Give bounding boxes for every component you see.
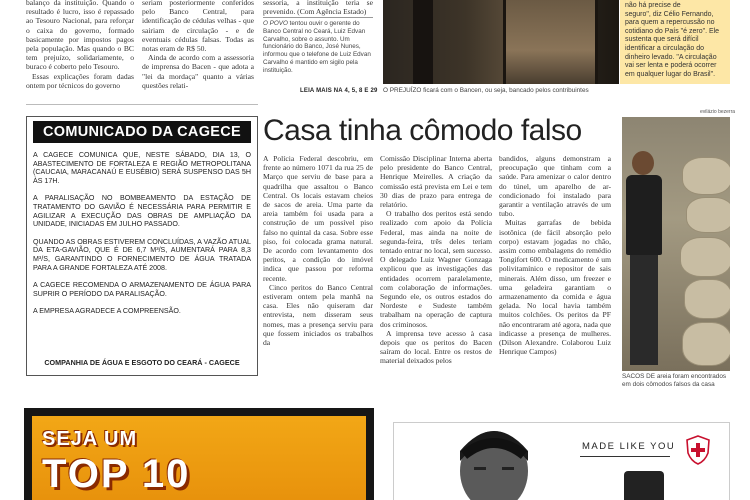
- man-body: [626, 175, 662, 255]
- photo-pillar: [413, 0, 433, 84]
- sandbag: [682, 157, 730, 195]
- ad-line-1: SEJA UM: [42, 428, 138, 450]
- bank-vault-photo: [383, 0, 619, 84]
- paragraph: Ainda de acordo com a assessoria de imprensa do Bacen - que adota a "lei da mordaça" quanto a várias questões relati-: [142, 53, 254, 90]
- slogan-underline: [580, 456, 670, 457]
- notice-paragraph: A EMPRESA AGRADECE A COMPREENSÃO.: [33, 307, 181, 316]
- article-column-2: [380, 154, 492, 366]
- sandbag: [684, 279, 730, 319]
- quote-box: [620, 0, 730, 84]
- top-column-1: [26, 0, 134, 90]
- paragraph: balanço da instituição. Quando o resultado é lucro, isso é repassado ao Tesouro Nacional, para reforçar o caixa do governo, formado basicamente por impostos pagos pela população. Mas quando o BC tem prejuízo, solidariamente, o buraco é coberto pelo Tesouro.: [26, 0, 134, 72]
- top10-advertisement[interactable]: [24, 408, 374, 500]
- article-column-3: [499, 154, 611, 356]
- cagece-notice: [26, 116, 258, 376]
- sandbags-photo: [622, 117, 730, 371]
- paragraph: seriam posteriormente conferidos pelo Banco Central, para identificação de cédulas velhas - que sairiam de circulação - e de eventuais cédulas falsas. Todas as notas eram de R$ 50.: [142, 0, 254, 54]
- cagece-title: COMUNICADO DA CAGECE: [33, 121, 251, 143]
- sandbag: [682, 322, 730, 366]
- notice-paragraph: A CAGECE COMUNICA QUE, NESTE SÁBADO, DIA 13, O ABASTECIMENTO DE FORTALEZA E REGIÃO METROPOLITANA (CAUCAIA, MARACANAÚ E EUSÉBIO) SERÁ SUSPENSO DAS 5H ÀS 17H.: [33, 151, 251, 185]
- notice-paragraph: QUANDO AS OBRAS ESTIVEREM CONCLUÍDAS, A VAZÃO ATUAL DA ETA-GAVIÃO, QUE É DE 6,7 M³/S, AUMENTARÁ PARA 8,3 M³/S, GARANTINDO O FORNECIMENTO DE ÁGUA TRATADA PARA A GRANDE FORTALEZA ATÉ 2008.: [33, 237, 251, 272]
- article-column-1: [263, 154, 373, 347]
- paragraph: O trabalho dos peritos está sendo realizado com apoio da Polícia Federal, mas ainda na noite de segunda-feira, três deles teriam tentado entrar no local, sem sucesso. O delegado Luiz Wagner Gonzaga explicou que as investigações das entidades ocorrem paralelamente, com colaboração de informações. Segundo ele, os outros estados do Nordeste e Sudeste também trabalham na operação de captura dos criminosos.: [380, 209, 492, 329]
- model-face-illustration: [434, 431, 554, 500]
- paragraph: bandidos, alguns demonstram a preocupação que tinham com a saúde. Para amenizar o calor dentro do túnel, um aparelho de ar-condicionado foi instalado para garantir a ventilação através de um tubo.: [499, 154, 611, 219]
- notice-paragraph: A CAGECE RECOMENDA O ARMAZENAMENTO DE ÁGUA PARA SUPRIR O PERÍODO DA PARALISAÇÃO.: [33, 281, 251, 298]
- sandbag: [686, 197, 730, 233]
- paragraph: A Polícia Federal descobriu, em frente ao número 1071 da rua 25 de Março que serviu de base para a quadrilha que assaltou o Banco Central. Os locais estavam cheios de sacos de areia. Uma parte da areia também foi usada para a construção de um possível piso falso no quintal da casa. Sobre esse piso, foi colocada grama natural. De acordo com levantamento dos peritos, a condição do imóvel indica que passou por reforma recente.: [263, 154, 373, 283]
- top-column-3: [263, 0, 373, 16]
- paragraph: Cinco peritos do Banco Central estiveram ontem pela manhã na casa. Eles não quiseram dar entrevista, nem disseram seus nomes, mas a presença serviu para que fossem iniciados os trabalhos da: [263, 282, 373, 348]
- sandbag: [680, 237, 730, 277]
- paragraph: Essas explicações foram dadas ontem por técnicos do governo: [26, 71, 134, 90]
- caption-text: areia foram encontrados em dois cômodos falsos da casa: [622, 373, 727, 388]
- note-text: tentou ouvir o gerente do Banco Central no Ceará, Luiz Edvan Carvalho, sobre o assunto. Um funcionário do Banco, José Nunes, informou que o telefone de Luiz Edvan Carvalho é mantido em sigilo pela instituição.: [263, 20, 371, 74]
- article-headline: Casa tinha cômodo falso: [263, 114, 582, 147]
- paragraph: sessoria, a instituição teria se prevenido. (Com Agência Estado): [263, 0, 373, 17]
- caption-lead: SACOS DE: [622, 373, 656, 380]
- ad-background: [32, 416, 366, 500]
- photo-door: [503, 0, 598, 84]
- top-column-2: [142, 0, 254, 90]
- caption-lead: O PREJUÍZO: [383, 87, 422, 94]
- paragraph: A imprensa teve acesso à casa depois que os peritos do Bacen saíram do local. Entre os restos de material deixados pelos: [380, 328, 492, 366]
- photo-caption: [383, 87, 623, 95]
- cagece-footer: COMPANHIA DE ÁGUA E ESGOTO DO CEARÁ - CAGECE: [44, 358, 240, 367]
- victorinox-advertisement[interactable]: [393, 422, 730, 500]
- cagece-body: [33, 151, 251, 316]
- quote-box-top: não há precise de: [625, 2, 681, 9]
- leia-mais-link[interactable]: LEIA MAIS NA 4, 5, 8 E 29: [300, 88, 378, 94]
- paragraph: Comissão Disciplinar Interna aberta pelo presidente do Banco Central, Henrique Meirelles. A criação da comissão está prevista em Lei e tem 30 dias de prazo para entrega de relatório.: [380, 154, 492, 210]
- section-divider: [26, 104, 258, 105]
- man-legs: [630, 255, 658, 365]
- ad-slogan: MADE LIKE YOU: [582, 441, 676, 452]
- article-photo-caption: [622, 373, 732, 389]
- caption-text: ficará com o Bancen, ou seja, bancado pelos contribuintes: [423, 87, 589, 94]
- sidebar-note: [263, 20, 373, 75]
- man-head: [632, 151, 654, 175]
- quote-box-text: seguro", diz Célio Fernando, para quem a repercussão no cotidiano do País "é zero". Ele sustenta que será difícil identificar a circulação do dinheiro levado. "A circulação vai ser lenta e poderá ocorrer em qualquer lugar do Brasil".: [625, 10, 720, 78]
- paragraph: Muitas garrafas de bebida isotônica (de fácil absorção pelo corpo) estavam jogadas no chão, assim como embalagens do remédio Tongifort 600. O medicamento é um polivitamínico e repositor de sais minerais. Além disso, um freezer e uma geladeira garantiam o armazenamento da comida e água gelada. No local havia também muitos colchões. Os peritos da PF não encontraram até agora, nada que indicasse a presença de mulheres. (Dilson Alexandre. Colaborou Luiz Henrique Campos): [499, 218, 611, 357]
- note-lead: O POVO: [263, 20, 288, 27]
- column-divider: [263, 17, 373, 18]
- swiss-cross-logo-icon: [685, 435, 711, 465]
- notice-paragraph: A PARALISAÇÃO NO BOMBEAMENTO DA ESTAÇÃO DE TRATAMENTO DO GAVIÃO É NECESSÁRIA PARA PERMITIR E AGILIZAR A EXECUÇÃO DAS OBRAS DE AMPLIAÇÃO DA UNIDADE, INICIADAS EM JULHO PASSADO.: [33, 194, 251, 229]
- ad-line-2: TOP 10: [42, 452, 191, 496]
- product-dark-shape: [624, 471, 664, 500]
- photo-credit: evilázio bezerra: [700, 109, 736, 115]
